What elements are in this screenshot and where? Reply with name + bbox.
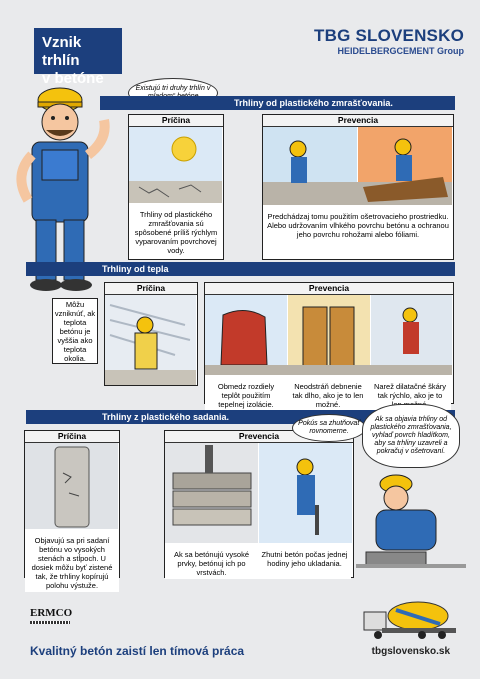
s1-cause-panel xyxy=(128,114,224,260)
section-1-title: Trhliny od plastického zmrašťovania. xyxy=(234,98,393,108)
brand-name: TBG SLOVENSKO xyxy=(314,26,464,45)
page-title xyxy=(34,28,122,87)
brand-subtitle: HEIDELBERGCEMENT Group xyxy=(337,46,464,56)
s3-prevention-header: Prevencia xyxy=(165,431,353,443)
concrete-mixer-truck-icon xyxy=(362,598,458,640)
s2-side-note xyxy=(52,298,98,364)
curing-illustration xyxy=(263,127,452,205)
s1-cause-header: Príčina xyxy=(129,115,223,127)
s1-prevention-panel xyxy=(262,114,454,260)
layered-pouring-illustration xyxy=(165,443,352,543)
section-2-title-bar xyxy=(26,262,455,276)
s3-cause-caption: Objavujú sa pri sadaní betónu vo vysokých stenách a stĺpoch. U dosiek môžu byť zistené tak, že trhliny kopírujú polohu výstuže. xyxy=(25,534,119,592)
s2-side-text: Môžu vzniknúť, ak teplota betónu je vyššia ako teplota okolia. xyxy=(54,299,96,363)
section-3-title: Trhliny z plastického sadania. xyxy=(102,412,230,422)
s3-caption-2: Zhutni betón počas jednej hodiny jeho ukladania. xyxy=(258,548,351,579)
s3-cause-panel xyxy=(24,430,120,590)
ermco-logo-stripe xyxy=(30,621,70,624)
title-line-1: Vznik trhlín xyxy=(42,34,82,69)
s3-caption-1: Ak sa betónujú vysoké prvky, betónuj ich po vrstvách. xyxy=(165,548,258,579)
s2-caption-2: Neodstráň debnenie tak dlho, ako je to len možné. xyxy=(287,380,369,411)
section-2-title: Trhliny od tepla xyxy=(102,264,169,274)
s1-prevention-header: Prevencia xyxy=(263,115,453,127)
s1-cause-caption: Trhliny od plastického zmrašťovania sú spôsobené príliš rýchlym vyparovaním povrchovej vody. xyxy=(129,208,223,257)
s1-prevention-caption: Predchádzaj tomu použitím ošetrovacieho prostriedku. Alebo udržovaním vlhkého povrchu betónu a ochranou jeho povrchu rohožami alebo fóliami. xyxy=(263,210,453,241)
footer-website-link[interactable]: tbgslovensko.sk xyxy=(371,646,450,657)
s3-prevention-panel xyxy=(164,430,354,578)
brand-logo xyxy=(314,26,464,56)
s2-prevention-panel xyxy=(204,282,454,409)
title-line-2: v betóne xyxy=(42,70,104,87)
s3-cause-header: Príčina xyxy=(25,431,119,443)
ermco-logo: ERMCO xyxy=(30,607,73,619)
intro-speech-bubble: Existujú tri druhy trhlín v xyxy=(128,78,218,108)
hot-concrete-illustration xyxy=(105,295,196,385)
s2-cause-panel xyxy=(104,282,198,386)
s2-caption-1: Obmedz rozdiely teplôt použitím tepelnej izolácie. xyxy=(205,380,287,411)
sun-evaporation-illustration xyxy=(129,127,222,203)
s3-speech-bubble-1: Pokús sa zhutňovať rovnomerne. xyxy=(292,414,366,442)
tall-column-illustration xyxy=(25,443,118,529)
footer-slogan: Kvalitný betón zaistí len tímová práca xyxy=(30,644,245,658)
worker-troweling-illustration xyxy=(356,470,466,570)
s2-caption-3: Narež dilatačné škáry tak rýchlo, ako je to xyxy=(369,380,451,411)
thermal-prevention-illustration xyxy=(205,295,452,375)
s3-speech-bubble-2: Ak sa objavia trhliny od plastického zmrašťovania, vyhlaď povrch hladítkom, aby sa trhliny uzavreli a pokračuj v ošetrovaní. xyxy=(362,404,460,468)
section-1-title-bar xyxy=(100,96,455,110)
s2-prevention-header: Prevencia xyxy=(205,283,453,295)
s2-cause-header: Príčina xyxy=(105,283,197,295)
